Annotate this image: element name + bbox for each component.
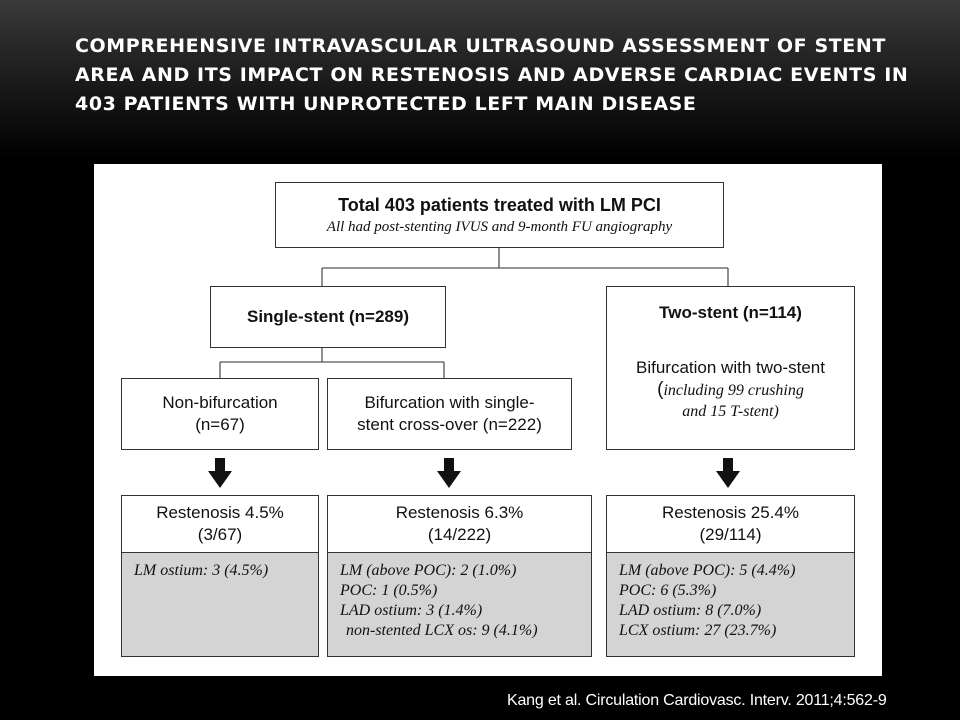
flowchart-figure (94, 164, 882, 676)
down-arrow-icon (437, 458, 461, 488)
bifurcation-single-line2: stent cross-over (n=222) (357, 415, 542, 434)
two-stent-note-paren: ( (657, 379, 664, 400)
restenosis-box-non-bifurcation (121, 495, 319, 553)
detail-line: non-stented LCX os: 9 (4.1%) (346, 622, 538, 639)
root-subtitle: All had post-stenting IVUS and 9-month FU angiography (326, 218, 673, 235)
down-arrow-icon (716, 458, 740, 488)
detail-line: LAD ostium: 3 (1.4%) (340, 602, 483, 619)
restenosis-box-bifurcation-single (327, 495, 592, 553)
restenosis-detail-two-stent (606, 553, 855, 657)
non-bifurcation-box (121, 378, 319, 450)
restenosis-rate: Restenosis 25.4% (661, 503, 800, 522)
restenosis-count: (3/67) (197, 525, 243, 544)
non-bifurcation-line2: (n=67) (195, 415, 245, 434)
detail-line: LM ostium: 3 (4.5%) (134, 562, 269, 579)
restenosis-rate: Restenosis 4.5% (156, 503, 284, 522)
two-stent-note-line2: and 15 T-stent) (682, 403, 779, 420)
detail-line: LM (above POC): 5 (4.4%) (619, 562, 796, 579)
restenosis-detail-non-bifurcation (121, 553, 319, 657)
two-stent-box (606, 286, 855, 450)
detail-line: POC: 1 (0.5%) (340, 582, 438, 599)
single-stent-label: Single-stent (n=289) (246, 307, 409, 326)
slide-title: COMPREHENSIVE INTRAVASCULAR ULTRASOUND ASSESSMENT OF STENT AREA AND ITS IMPACT ON RESTENOSIS AND ADVERSE CARDIAC EVENTS IN 403 PATIENTS WITH UNPROTECTED LEFT MAIN DISEASE (75, 35, 909, 115)
restenosis-box-two-stent (606, 495, 855, 553)
restenosis-detail-bifurcation-single (327, 553, 592, 657)
detail-line: LM (above POC): 2 (1.0%) (340, 562, 517, 579)
two-stent-note-line1: including 99 crushing (663, 382, 804, 399)
two-stent-description: Bifurcation with two-stent (636, 358, 825, 377)
bifurcation-single-line1: Bifurcation with single- (364, 393, 535, 412)
detail-line: POC: 6 (5.3%) (619, 582, 717, 599)
restenosis-rate: Restenosis 6.3% (395, 503, 524, 522)
two-stent-note (657, 379, 804, 422)
down-arrow-icon (208, 458, 232, 488)
root-title: Total 403 patients treated with LM PCI (338, 194, 661, 215)
restenosis-count: (14/222) (427, 525, 492, 544)
restenosis-count: (29/114) (699, 525, 762, 544)
single-stent-box (210, 286, 446, 348)
two-stent-label: Two-stent (n=114) (659, 303, 802, 322)
detail-line: LAD ostium: 8 (7.0%) (619, 602, 762, 619)
non-bifurcation-line1: Non-bifurcation (162, 393, 278, 412)
citation: Kang et al. Circulation Cardiovasc. Interv. 2011;4:562-9 (507, 692, 887, 709)
bifurcation-single-box (327, 378, 572, 450)
root-box (275, 182, 724, 248)
detail-line: LCX ostium: 27 (23.7%) (619, 622, 777, 639)
